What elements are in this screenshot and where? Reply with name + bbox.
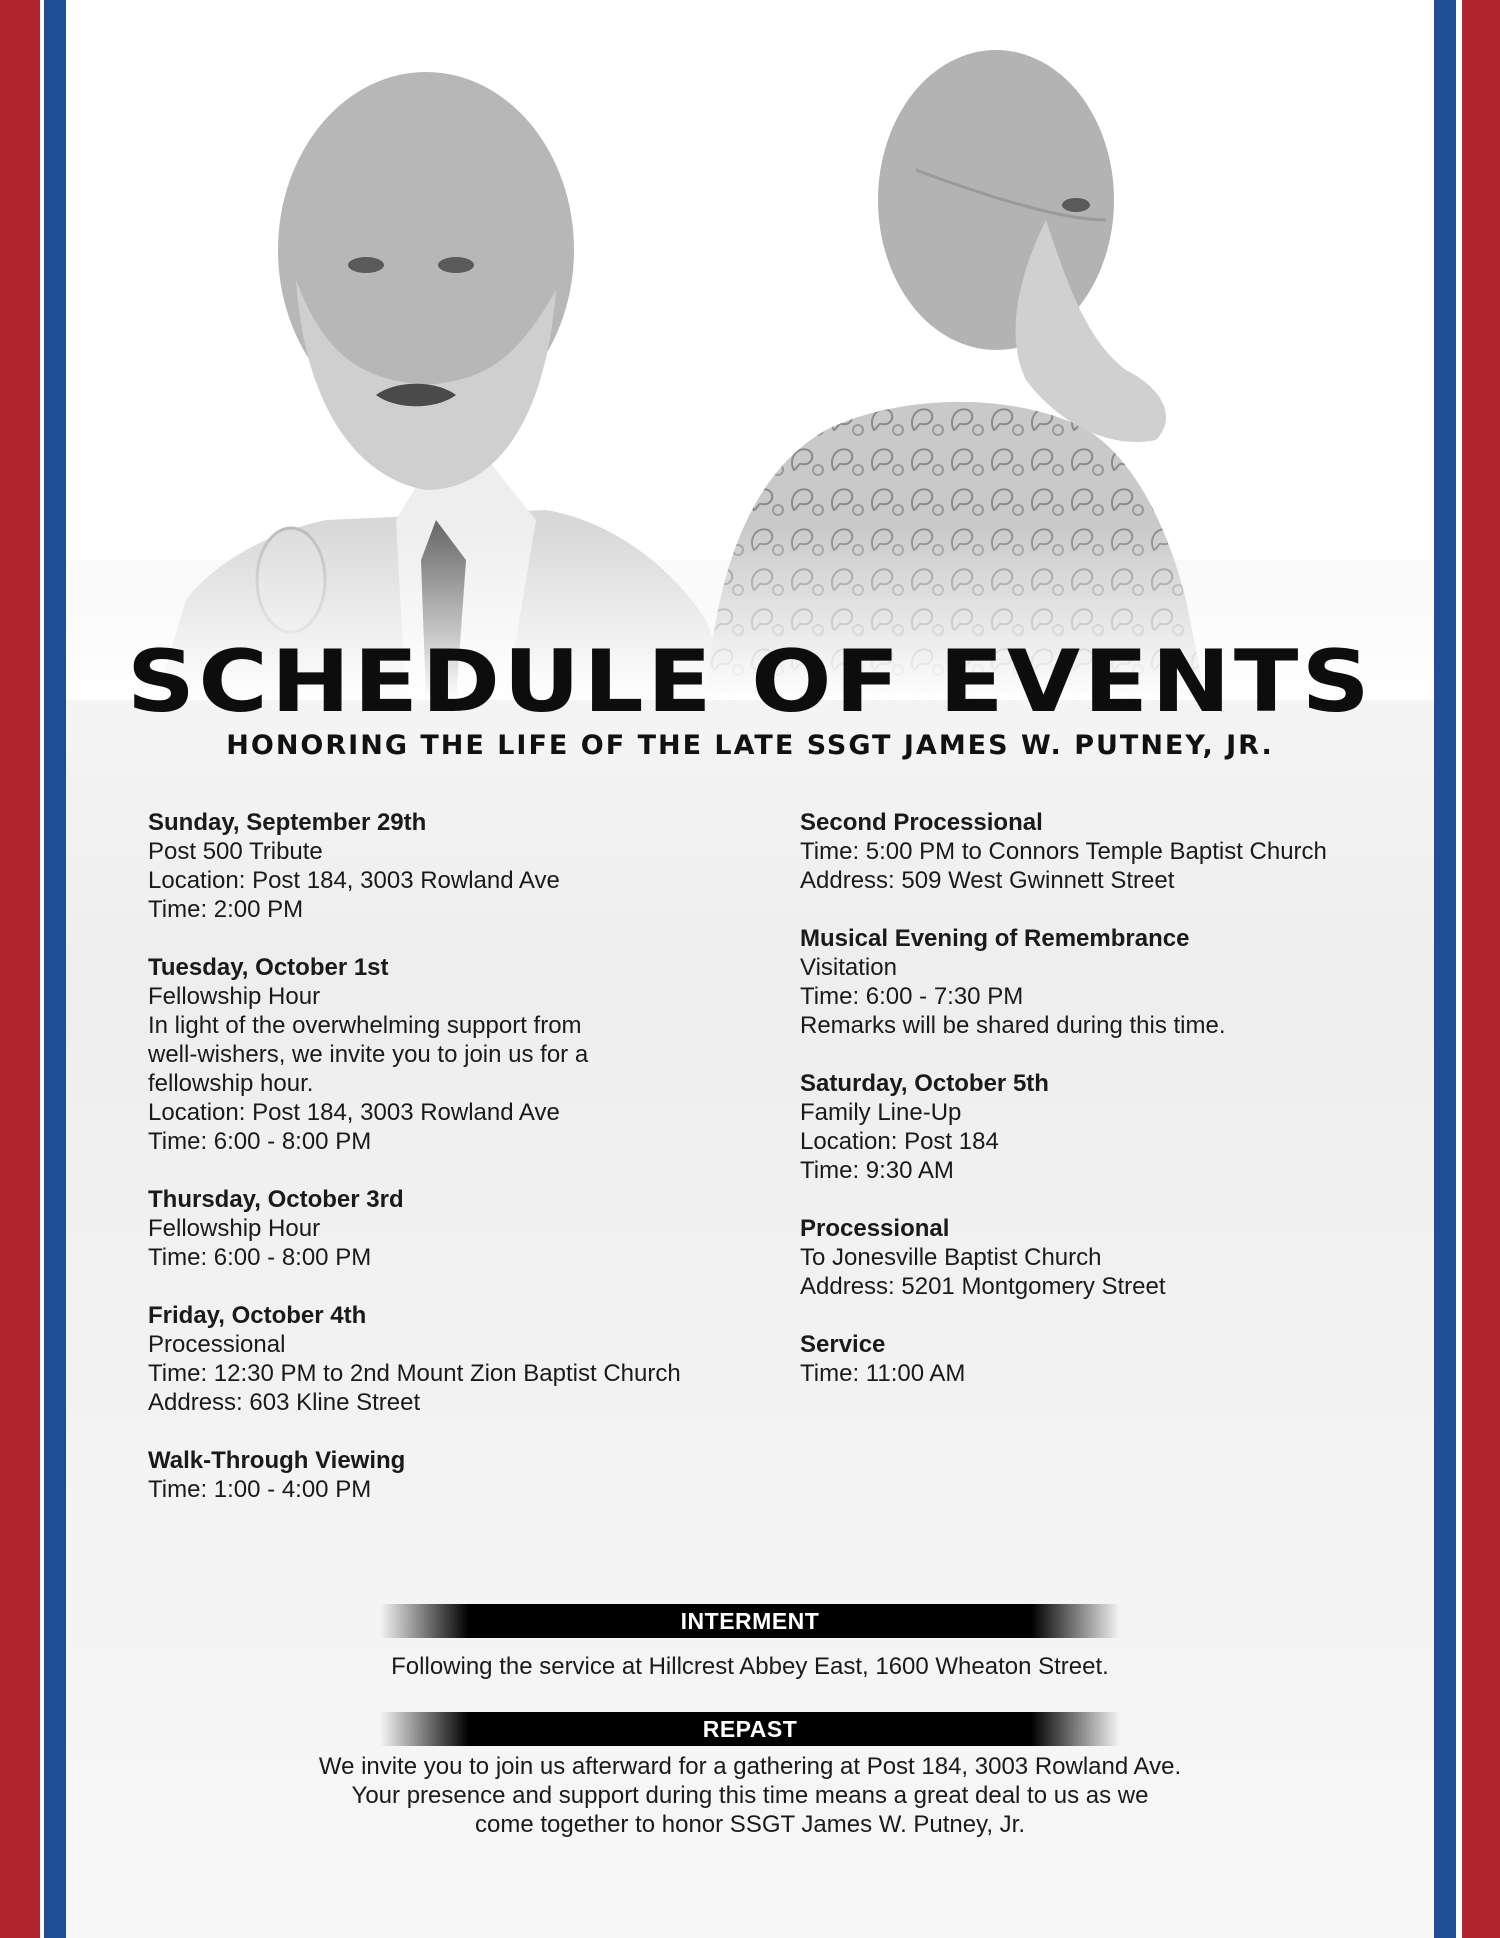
event-detail: Time: 12:30 PM to 2nd Mount Zion Baptist Church — [148, 1360, 681, 1387]
event-detail: Time: 6:00 - 8:00 PM — [148, 1128, 372, 1155]
page-subtitle: HONORING THE LIFE OF THE LATE SSGT JAMES W. PUTNEY, JR. — [226, 730, 1274, 761]
event-detail: Time: 1:00 - 4:00 PM — [148, 1476, 372, 1503]
event-heading: Second Processional — [800, 809, 1043, 836]
event-detail: Post 500 Tribute — [148, 838, 323, 865]
event-heading: Thursday, October 3rd — [148, 1186, 404, 1213]
event-block — [800, 808, 1420, 895]
event-detail: Location: Post 184, 3003 Rowland Ave — [148, 867, 560, 894]
right-white-stripe — [1456, 0, 1462, 1938]
event-detail: Address: 509 West Gwinnett Street — [800, 867, 1175, 894]
interment-text: Following the service at Hillcrest Abbey East, 1600 Wheaton Street. — [391, 1653, 1109, 1680]
event-heading: Saturday, October 5th — [800, 1070, 1049, 1097]
left-blue-stripe — [44, 0, 66, 1938]
event-heading: Sunday, September 29th — [148, 809, 427, 836]
event-heading: Friday, October 4th — [148, 1302, 367, 1329]
left-red-stripe — [0, 0, 40, 1938]
event-detail: Time: 5:00 PM to Connors Temple Baptist Church — [800, 838, 1327, 865]
repast-banner: REPAST — [380, 1712, 1120, 1746]
event-block — [800, 924, 1420, 1040]
event-block — [800, 1214, 1420, 1301]
event-detail: fellowship hour. — [148, 1070, 314, 1097]
event-detail: Address: 603 Kline Street — [148, 1389, 421, 1416]
event-detail: Family Line-Up — [800, 1099, 962, 1126]
event-detail: Time: 11:00 AM — [800, 1360, 966, 1387]
repast-text — [160, 1752, 1340, 1839]
event-detail: Time: 2:00 PM — [148, 896, 304, 923]
event-detail: Visitation — [800, 954, 897, 981]
right-blue-stripe — [1434, 0, 1456, 1938]
event-detail: To Jonesville Baptist Church — [800, 1244, 1102, 1271]
event-detail: Location: Post 184 — [800, 1128, 999, 1155]
event-detail: Location: Post 184, 3003 Rowland Ave — [148, 1099, 560, 1126]
event-detail: In light of the overwhelming support from — [148, 1012, 582, 1039]
event-block — [148, 1446, 788, 1504]
page-title: SCHEDULE OF EVENTS — [126, 632, 1374, 732]
portrait-photos — [66, 0, 1434, 700]
repast-line: Your presence and support during this time means a great deal to us as we — [351, 1782, 1149, 1809]
event-block — [800, 1330, 1420, 1388]
right-schedule-column — [800, 808, 1420, 1417]
event-block — [148, 1185, 788, 1272]
event-detail: Address: 5201 Montgomery Street — [800, 1273, 1166, 1300]
left-schedule-column — [148, 808, 788, 1533]
event-detail: Processional — [148, 1331, 286, 1358]
event-detail: Time: 6:00 - 8:00 PM — [148, 1244, 372, 1271]
right-red-stripe — [1462, 0, 1500, 1938]
event-detail: Fellowship Hour — [148, 1215, 321, 1242]
event-detail: Time: 6:00 - 7:30 PM — [800, 983, 1024, 1010]
repast-line: We invite you to join us afterward for a gathering at Post 184, 3003 Rowland Ave. — [318, 1753, 1182, 1780]
event-heading: Walk-Through Viewing — [148, 1447, 406, 1474]
repast-line: come together to honor SSGT James W. Putney, Jr. — [474, 1811, 1026, 1838]
event-heading: Musical Evening of Remembrance — [800, 925, 1190, 952]
event-block — [148, 1301, 788, 1417]
event-detail: Remarks will be shared during this time. — [800, 1012, 1226, 1039]
event-detail: Time: 9:30 AM — [800, 1157, 954, 1184]
event-heading: Tuesday, October 1st — [148, 954, 389, 981]
event-heading: Service — [800, 1331, 886, 1358]
event-detail: well-wishers, we invite you to join us for a — [148, 1041, 589, 1068]
interment-banner: INTERMENT — [380, 1604, 1120, 1638]
event-block — [148, 808, 788, 924]
event-block — [148, 953, 788, 1156]
event-detail: Fellowship Hour — [148, 983, 321, 1010]
event-heading: Processional — [800, 1215, 950, 1242]
event-block — [800, 1069, 1420, 1185]
